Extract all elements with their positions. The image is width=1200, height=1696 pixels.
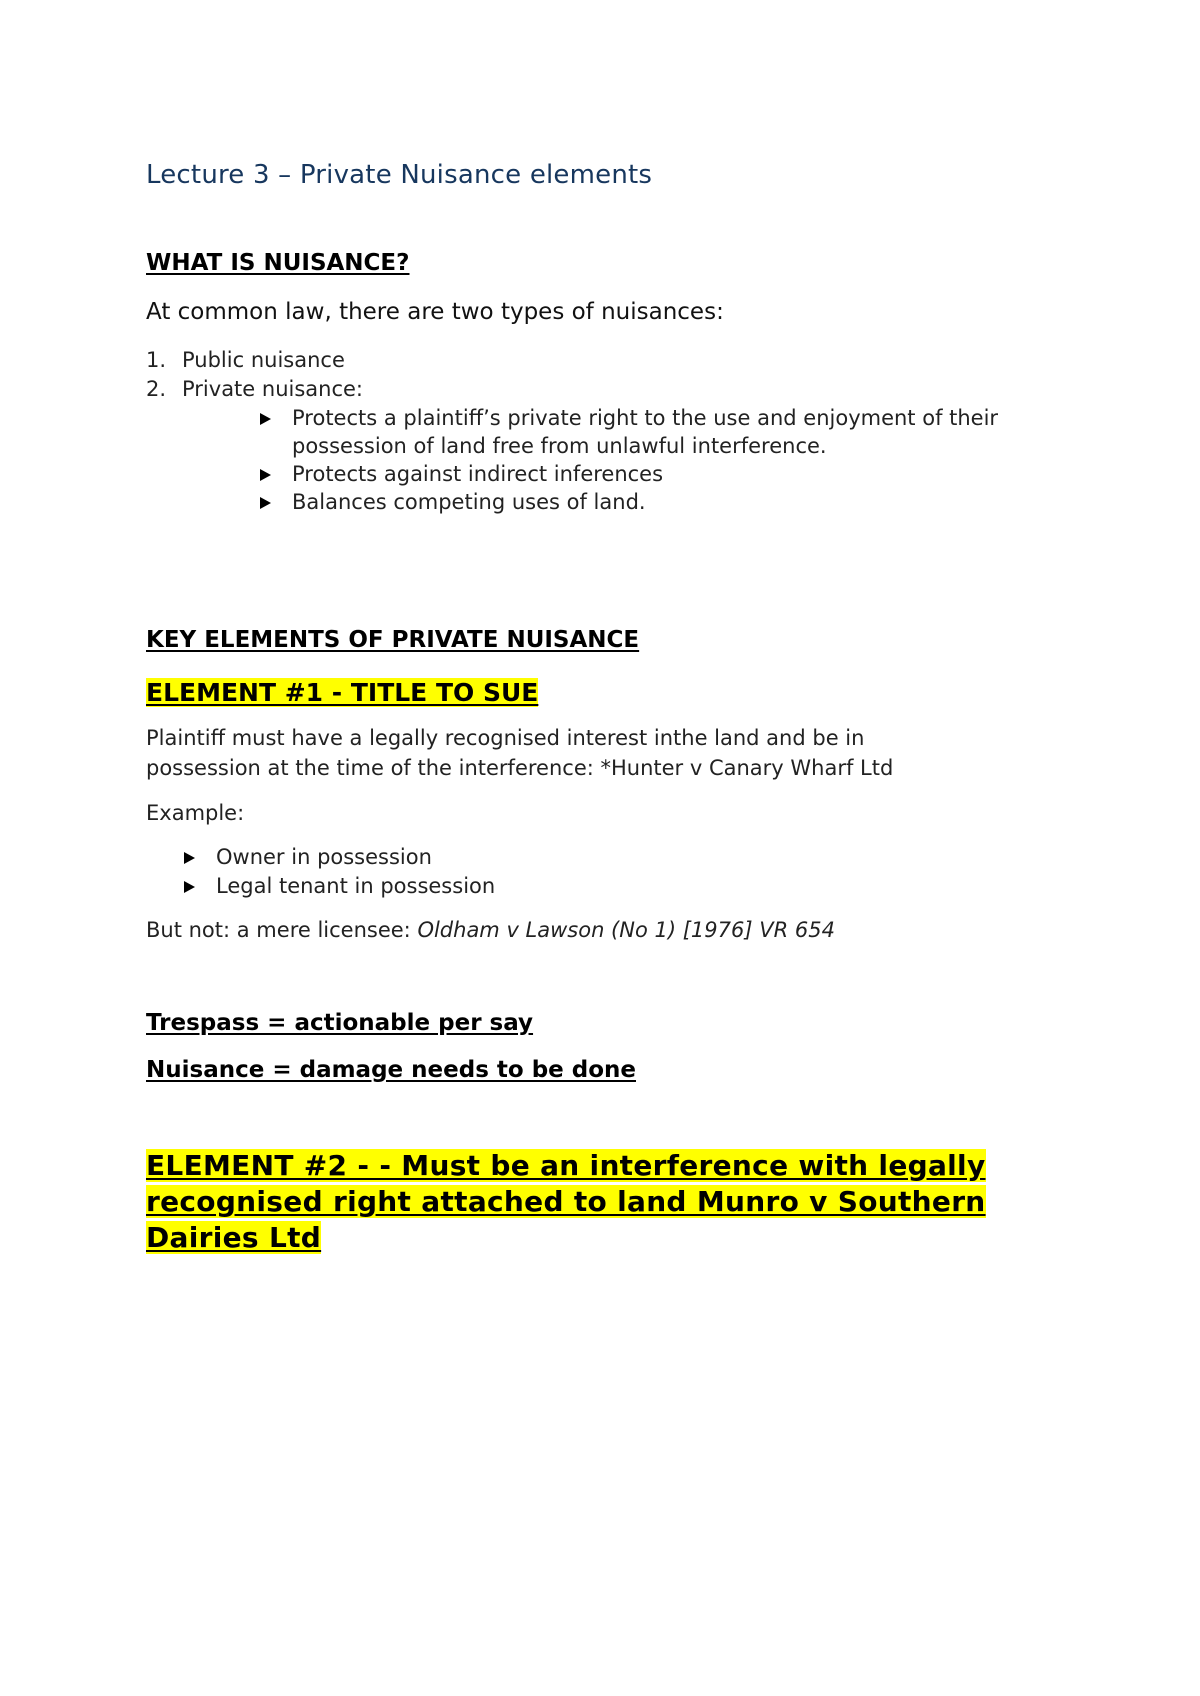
bullet-text-line: possession of land free from unlawful interference. <box>292 434 827 458</box>
element-2-heading <box>146 1148 986 1256</box>
element-1-heading <box>146 676 538 710</box>
nuisance-note: Nuisance = damage needs to be done <box>146 1057 636 1083</box>
highlighted-text: ELEMENT #2 - - Must be an interference with legally <box>146 1149 986 1182</box>
list-item <box>258 460 998 488</box>
example-label: Example: <box>146 801 245 825</box>
highlighted-text: recognised right attached to land Munro v Southern <box>146 1185 986 1218</box>
arrow-bullet-icon <box>184 881 195 893</box>
numbered-list-item <box>146 377 363 401</box>
bullet-text: Owner in possession <box>216 845 432 869</box>
but-not-prefix: But not: a mere licensee: <box>146 918 418 942</box>
arrow-bullet-icon <box>260 469 271 481</box>
what-is-nuisance-heading: WHAT IS NUISANCE? <box>146 250 410 276</box>
list-number: 1. <box>146 348 167 372</box>
highlighted-text: ELEMENT #1 - TITLE TO SUE <box>146 678 539 707</box>
key-elements-heading: KEY ELEMENTS OF PRIVATE NUISANCE <box>146 627 640 653</box>
list-item-text: Private nuisance: <box>182 377 364 401</box>
bullet-text-line: Protects a plaintiff’s private right to the use and enjoyment of their <box>292 406 999 430</box>
highlighted-text: Dairies Ltd <box>146 1221 322 1254</box>
numbered-list-item <box>146 348 345 372</box>
list-item <box>258 488 998 516</box>
bullet-text-line: Protects against indirect inferences <box>292 462 664 486</box>
lecture-title: Lecture 3 – Private Nuisance elements <box>146 160 653 190</box>
arrow-bullet-icon <box>184 852 195 864</box>
but-not-line <box>146 915 835 945</box>
trespass-note: Trespass = actionable per say <box>146 1010 534 1036</box>
arrow-bullet-icon <box>260 413 271 425</box>
list-number: 2. <box>146 377 167 401</box>
text-line: Plaintiff must have a legally recognised interest inthe land and be in <box>146 726 865 750</box>
text-line: possession at the time of the interference: *Hunter v Canary Wharf Ltd <box>146 756 894 780</box>
list-item-text: Public nuisance <box>182 348 345 372</box>
list-item <box>182 872 495 901</box>
bullet-text-line: Balances competing uses of land. <box>292 490 646 514</box>
list-item <box>258 404 998 460</box>
bullet-text: Legal tenant in possession <box>216 874 496 898</box>
list-item <box>182 843 495 872</box>
element-1-description <box>146 723 893 783</box>
example-list <box>182 843 495 901</box>
intro-text: At common law, there are two types of nuisances: <box>146 299 724 325</box>
case-citation: Oldham v Lawson (No 1) [1976] VR 654 <box>417 918 835 942</box>
arrow-bullet-icon <box>260 497 271 509</box>
private-nuisance-sub-list <box>258 404 998 516</box>
